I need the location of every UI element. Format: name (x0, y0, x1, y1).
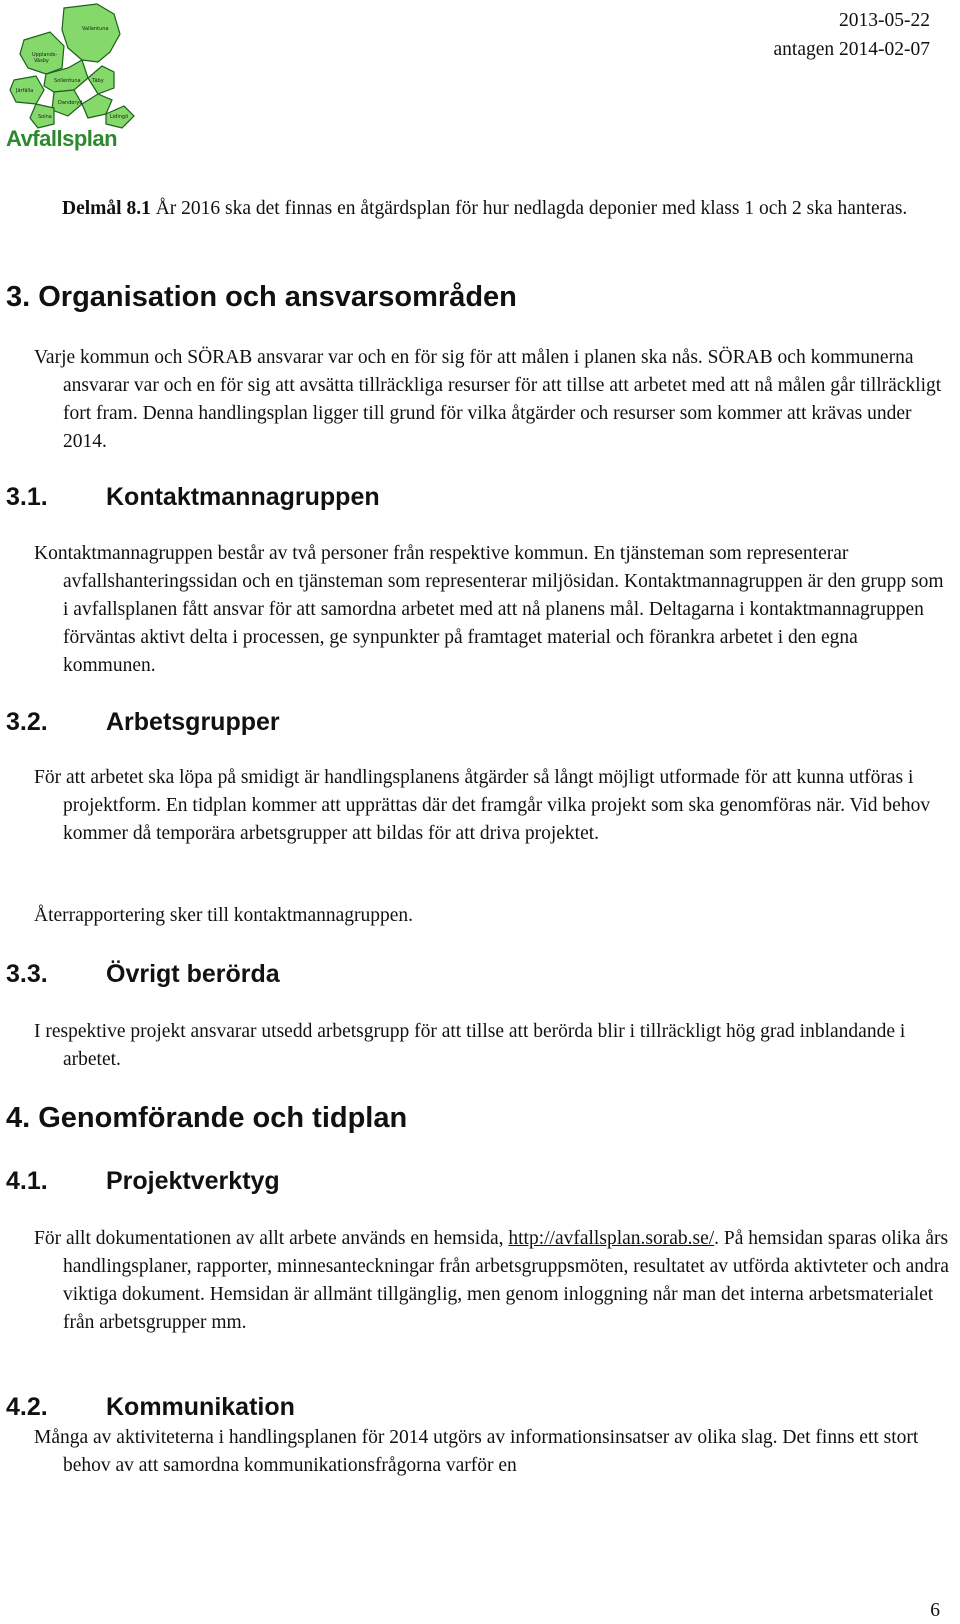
section-3-paragraph (34, 344, 952, 456)
section-3-1-text: Kontaktmannagruppen består av två personer från respektive kommun. En tjänsteman som representerar avfallshanteringssidan och en tjänsteman som representerar miljösidan. Kontaktmannagruppen är den grupp som i avfallsplanen fått ansvar för att samordna arbetet med att nå planens mål. Deltagarna i kontaktmannagruppen förväntas aktivt delta i processen, ge synpunkter på framtaget material och förankra arbetet i den egna kommunen. (34, 543, 944, 676)
svg-text:Järfälla: Järfälla (16, 88, 34, 94)
section-3-text: Varje kommun och SÖRAB ansvarar var och en för sig för att målen i planen ska nås. SÖRAB och kommunerna ansvarar var och en för sig att avsätta tillräckliga resurser för att tillse att arbetet med att nå målen går tillräckligt fort fram. Denna handlingsplan ligger till grund för vilka åtgärder och resurser som kommer att krävas under 2014. (34, 347, 942, 452)
section-4-2-heading (6, 1392, 606, 1422)
section-4-2-text: Många av aktiviteterna i handlingsplanen för 2014 utgörs av informationsinsatser av olika slag. Det finns ett stort behov av att samordna kommunikationsfrågorna varför en (34, 1427, 919, 1476)
logo-text: Avfallsplan (6, 126, 118, 151)
section-4-1-paragraph (34, 1225, 952, 1337)
section-3-3-number: 3.3. (6, 960, 48, 988)
section-4-2-paragraph (34, 1424, 952, 1480)
intro-text: År 2016 ska det finnas en åtgärdsplan för hur nedlagda deponier med klass 1 och 2 ska hanteras. (150, 198, 908, 219)
intro-paragraph (62, 195, 922, 223)
section-3-2-text-2: Återrapportering sker till kontaktmannagruppen. (34, 905, 414, 926)
section-3-1-paragraph (34, 540, 952, 680)
section-3-1-title: Kontaktmannagruppen (106, 483, 380, 511)
section-3-2-paragraph-1 (34, 764, 952, 848)
svg-text:Täby: Täby (92, 78, 104, 84)
section-3-2-title: Arbetsgrupper (106, 708, 280, 736)
section-3-heading: 3. Organisation och ansvarsområden (6, 281, 517, 313)
section-4-heading: 4. Genomförande och tidplan (6, 1102, 408, 1134)
page-number: 6 (930, 1600, 940, 1621)
section-4-2-title: Kommunikation (106, 1393, 295, 1421)
section-4-1-number: 4.1. (6, 1167, 48, 1195)
date-created: 2013-05-22 (839, 10, 930, 31)
section-3-1-heading (6, 482, 606, 512)
section-3-3-text: I respektive projekt ansvarar utsedd arbetsgrupp för att tillse att berörda blir i tillräckligt hög grad inblandande i arbetet. (34, 1021, 906, 1070)
header-dates (774, 6, 931, 64)
website-link[interactable]: http://avfallsplan.sorab.se/ (508, 1228, 715, 1249)
section-3-2-number: 3.2. (6, 708, 48, 736)
section-3-1-number: 3.1. (6, 483, 48, 511)
svg-text:Lidingö: Lidingö (110, 114, 129, 120)
svg-text:Solna: Solna (38, 114, 52, 120)
section-3-3-paragraph (34, 1018, 952, 1074)
avfallsplan-logo (2, 0, 152, 160)
date-adopted: antagen 2014-02-07 (773, 39, 930, 60)
section-3-3-heading (6, 959, 606, 989)
svg-text:Sollentuna: Sollentuna (54, 78, 81, 84)
section-3-2-heading (6, 707, 606, 737)
svg-text:Vallentuna: Vallentuna (82, 26, 109, 32)
svg-text:Danderyd: Danderyd (58, 100, 83, 106)
section-3-2-paragraph-2 (34, 902, 952, 930)
svg-text:Väsby: Väsby (34, 58, 49, 64)
section-4-1-heading (6, 1166, 606, 1196)
svg-text:Upplands-: Upplands- (32, 52, 58, 58)
section-4-1-text (34, 1225, 952, 1337)
section-4-1-text-after: . På hemsidan sparas olika års handlingsplaner, rapporter, minnesanteckningar från arbetsgruppsmöten, resultatet av utförda aktivteter och andra viktiga dokument. Hemsidan är allmänt tillgänglig, men genom inloggning når man det interna arbetsmaterialet från arbetsgrupper mm. (63, 1228, 949, 1333)
section-3-2-text-1: För att arbetet ska löpa på smidigt är handlingsplanens åtgärder så långt möjligt utformade för att kunna utföras i projektform. En tidplan kommer att upprättas där det framgår vilka projekt som ska genomföras när. Vid behov kommer då temporära arbetsgrupper att bildas för att driva projektet. (34, 767, 931, 844)
intro-label: Delmål 8.1 (62, 198, 151, 219)
section-4-2-number: 4.2. (6, 1393, 48, 1421)
section-3-3-title: Övrigt berörda (106, 960, 280, 988)
section-4-1-title: Projektverktyg (106, 1167, 280, 1195)
section-4-1-text-before: För allt dokumentationen av allt arbete används en hemsida, (34, 1228, 509, 1249)
